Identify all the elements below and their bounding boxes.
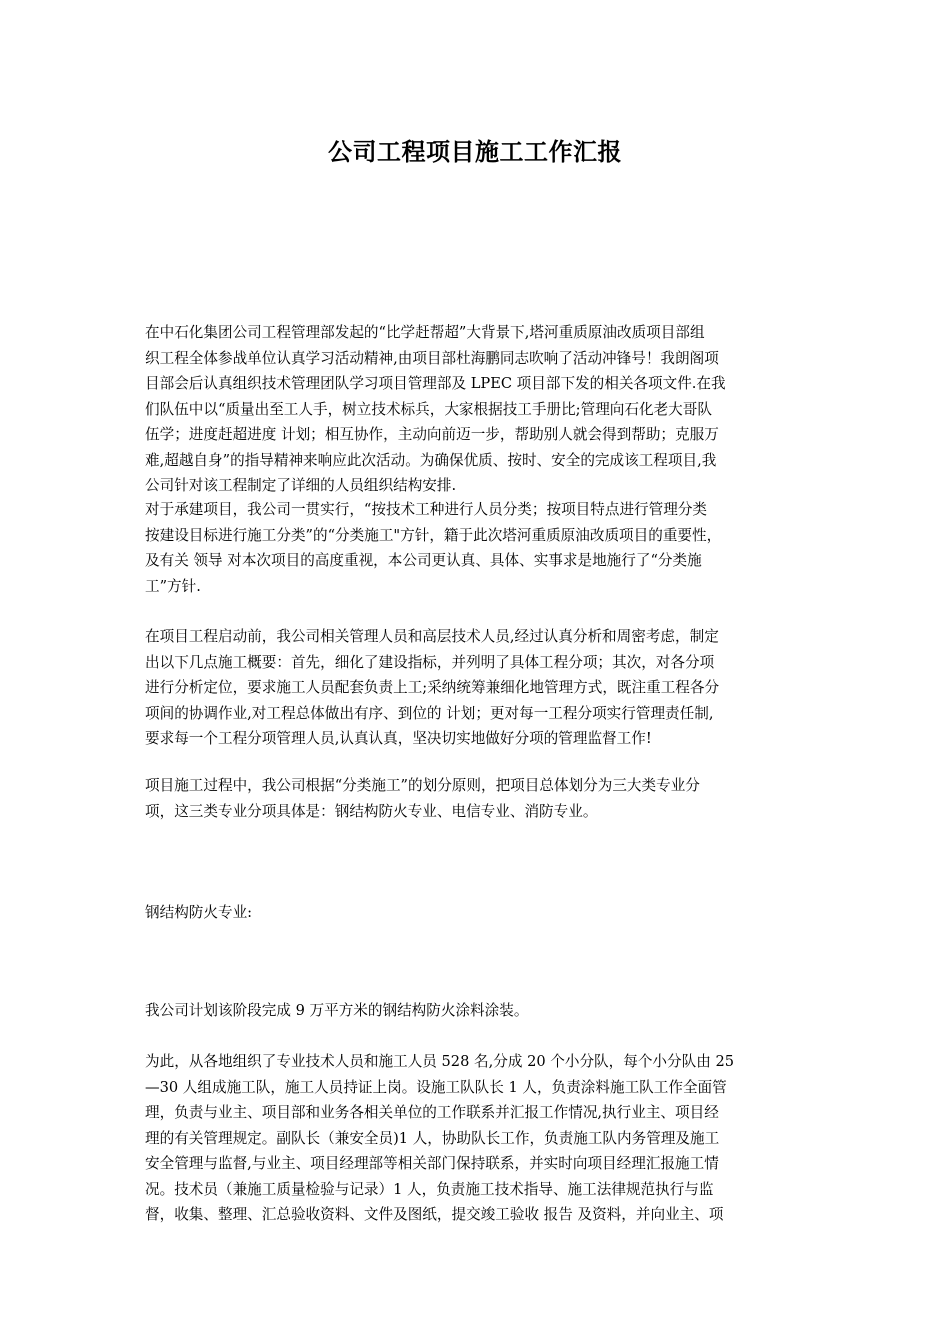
text-line: —30 人组成施工队，施工人员持证上岗。设施工队队长 1 人，负责涂料施工队工作全面管	[145, 1078, 727, 1096]
text-line: 督，收集、整理、汇总验收资料、文件及图纸，提交竣工验收 报告 及资料，并向业主、项	[145, 1206, 724, 1223]
text-line: 按建设目标进行施工分类”的“分类施工"方针，籍于此次塔河重质原油改质项目的重要性，	[145, 526, 722, 544]
document-title: 公司工程项目施工工作汇报	[328, 137, 622, 166]
text-line: 对于承建项目，我公司一贯实行，“按技术工种进行人员分类；按项目特点进行管理分类	[145, 501, 708, 518]
text-line: 项，这三类专业分项具体是：钢结构防火专业、电信专业、消防专业。	[145, 802, 598, 820]
text-line: 理的有关管理规定。副队长（兼安全员)1 人，协助队长工作，负责施工队内务管理及施工	[145, 1129, 720, 1147]
text-line: 公司针对该工程制定了详细的人员组织结构安排.	[145, 477, 457, 494]
text-line: 项间的协调作业,对工程总体做出有序、到位的 计划；更对每一工程分项实行管理责任制,	[145, 704, 714, 722]
text-line: 为此，从各地组织了专业技术人员和施工人员 528 名,分成 20 个小分队，每个小分队由 25	[145, 1053, 735, 1070]
text-line: 出以下几点施工概要：首先，细化了建设指标，并列明了具体工程分项；其次，对各分项	[145, 653, 715, 671]
staffing-paragraph	[145, 1049, 813, 1228]
text-line: 难,超越自身”的指导精神来响应此次活动。为确保优质、按时、安全的完成该工程项目,我	[145, 451, 717, 469]
classification-policy-paragraph	[145, 497, 813, 599]
text-line: 工”方针.	[145, 577, 201, 595]
text-line: 们队伍中以“质量出至工人手，树立技术标兵，大家根据技工手册比;管理向石化老大哥队	[145, 400, 712, 418]
text-line: 织工程全体参战单位认真学习活动精神,由项目部杜海鹏同志吹响了活动冲锋号！我朗阁项	[145, 349, 719, 367]
text-line: 及有关 领导 对本次项目的高度重视，本公司更认真、具体、实事求是地施行了“分类施	[145, 552, 702, 569]
text-line: 伍学；进度赶超进度 计划；相互协作，主动向前迈一步，帮助别人就会得到帮助；克服万	[145, 426, 719, 443]
section-heading	[145, 900, 813, 926]
text-line: 目部会后认真组织技术管理团队学习项目管理部及 LPEC 项目部下发的相关各项文件.在我	[145, 375, 726, 392]
text-line: 理，负责与业主、项目部和业务各相关单位的工作联系并汇报工作情况,执行业主、项目经	[145, 1104, 719, 1121]
text-line: 我公司计划该阶段完成 9 万平方米的钢结构防火涂料涂装。	[145, 1002, 529, 1019]
intro-paragraph	[145, 320, 813, 499]
text-line: 要求每一个工程分项管理人员,认真认真，坚决切实地做好分项的管理监督工作!	[145, 730, 652, 747]
text-line: 在项目工程启动前，我公司相关管理人员和高层技术人员,经过认真分析和周密考虑，制定	[145, 628, 719, 645]
section-heading-text: 钢结构防火专业:	[145, 904, 253, 921]
text-line: 在中石化集团公司工程管理部发起的“比学赶帮超”大背景下,塔河重质原油改质项目部组	[145, 324, 705, 341]
text-line: 项目施工过程中，我公司根据“分类施工”的划分原则，把项目总体划分为三大类专业分	[145, 777, 700, 794]
text-line: 安全管理与监督,与业主、项目经理部等相关部门保持联系，并实时向项目经理汇报施工情	[145, 1155, 719, 1172]
text-line: 进行分析定位，要求施工人员配套负责上工;采纳统筹兼细化地管理方式，既注重工程各分	[145, 679, 720, 696]
construction-outline-paragraph	[145, 624, 813, 752]
coating-plan-paragraph	[145, 998, 813, 1024]
project-division-paragraph	[145, 773, 813, 824]
text-line: 况。技术员（兼施工质量检验与记录）1 人，负责施工技术指导、施工法律规范执行与监	[145, 1180, 714, 1198]
